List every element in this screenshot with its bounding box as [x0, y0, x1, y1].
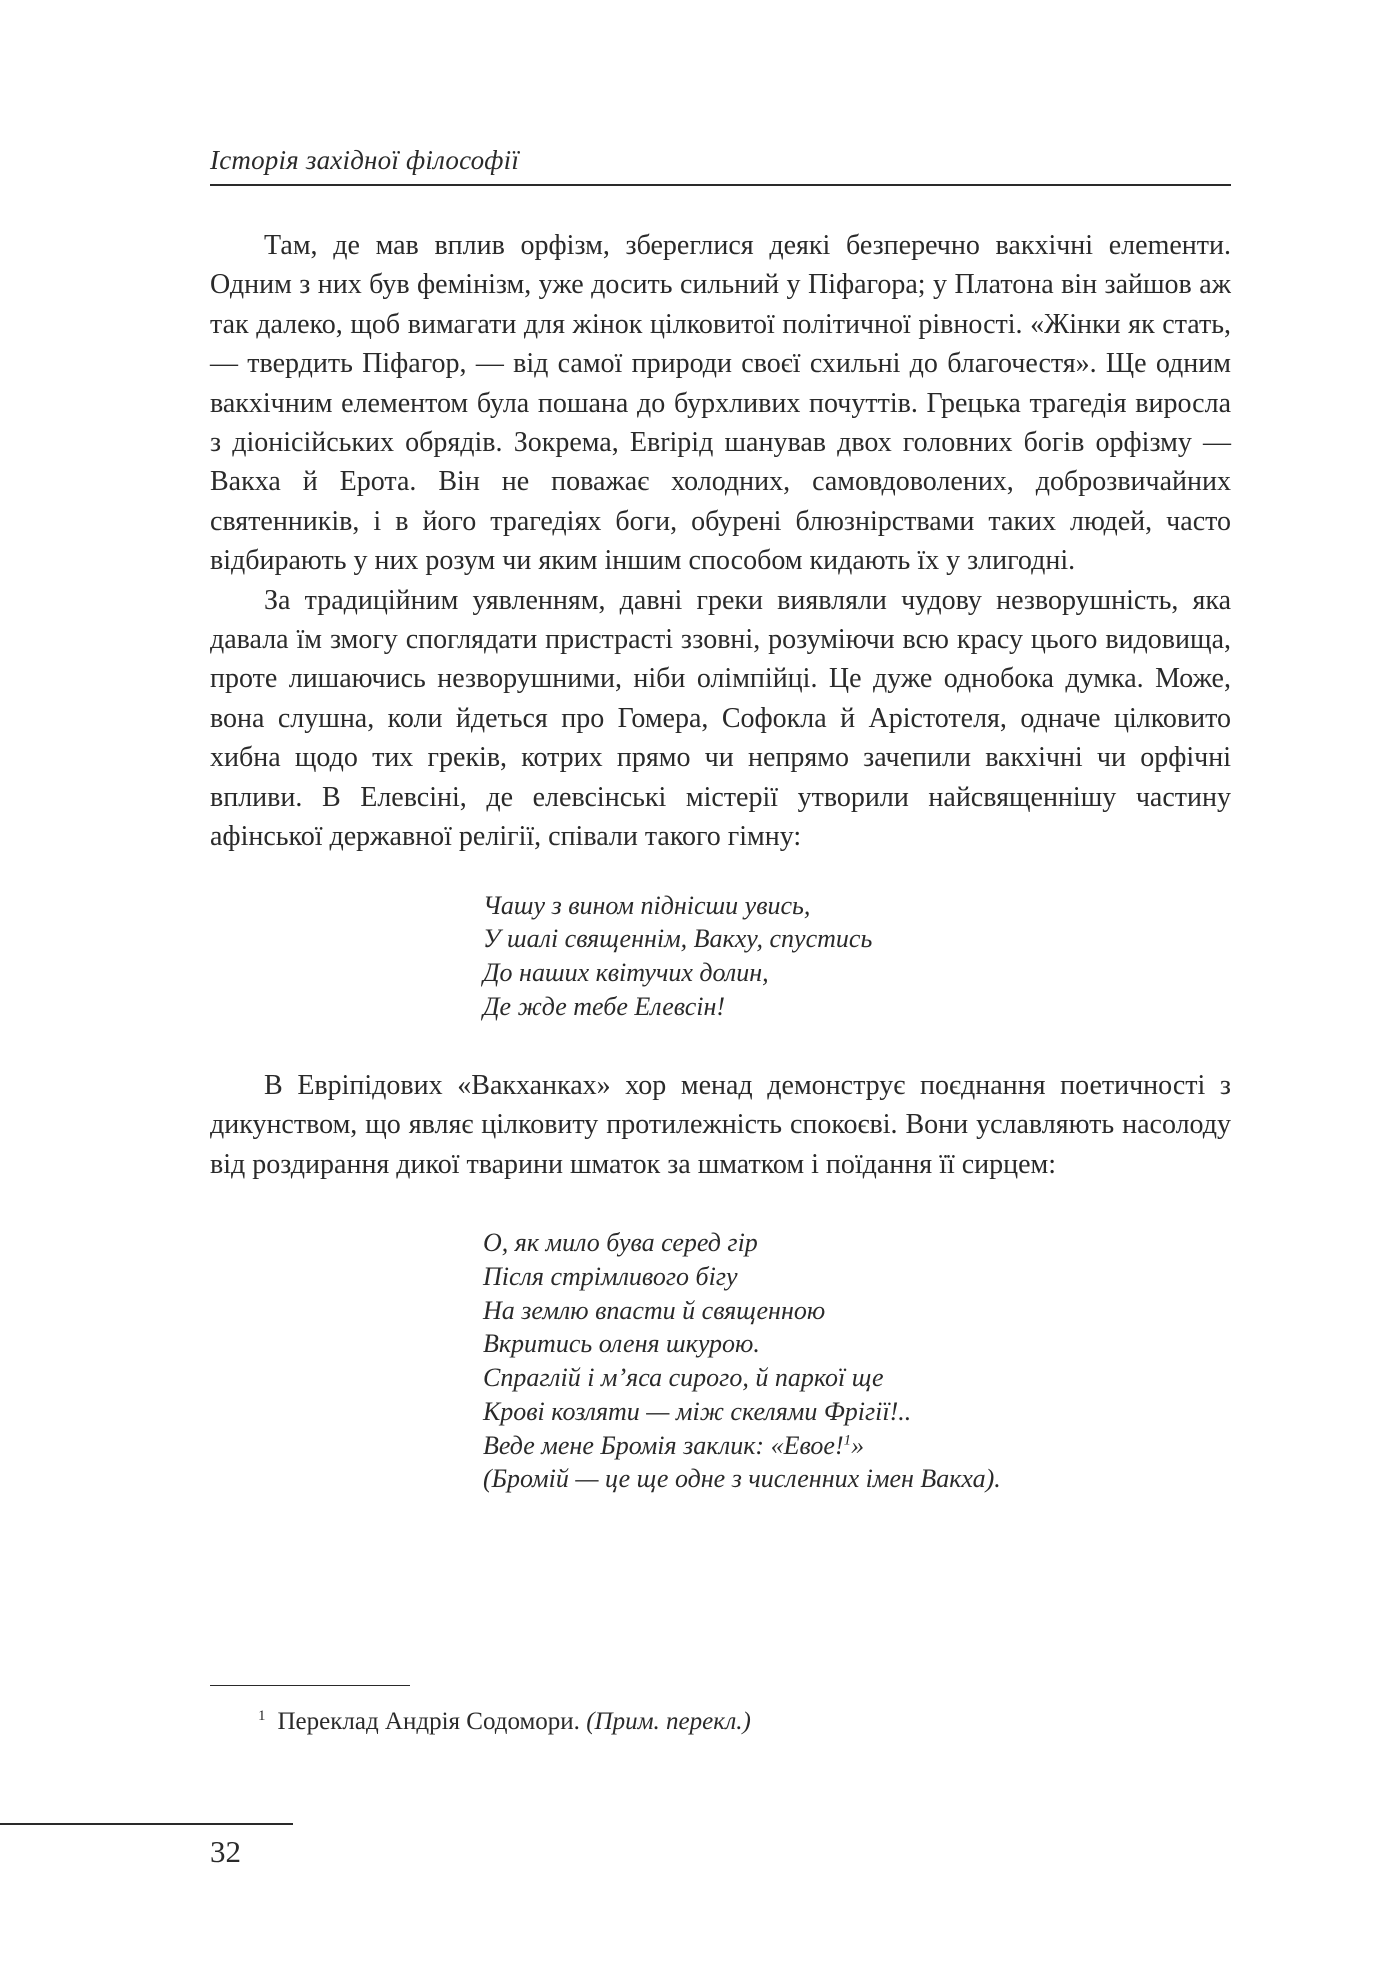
main-text: [210, 226, 1231, 1496]
verse-line: До наших квітучих долин,: [483, 958, 769, 988]
folio-rule: [0, 1823, 293, 1825]
verse-quote: [210, 889, 1231, 1024]
verse-line: Чашу з вином піднісши увись,: [483, 890, 811, 920]
footnote-rule: [210, 1685, 410, 1686]
closing-quote: »: [851, 1430, 865, 1460]
footnote-mark: 1: [258, 1707, 266, 1724]
verse-line: Де жде тебе Елевсін!: [483, 991, 726, 1021]
verse-line: Спраглій і м’яса сирого, й паркої ще: [483, 1363, 884, 1393]
verse-quote: [210, 1226, 1231, 1496]
verse-line: О, як мило бува серед гір: [483, 1227, 758, 1257]
verse-line: На землю впасти й священною: [483, 1295, 826, 1325]
paragraph: За традиційним уявленням, давні греки виявляли чудову незворушність, яка давала їм змогу споглядати пристрасті ззовні, розуміючи всю красу цього видовища, проте лишаючись незворушними, ніби олімпійці. Це дуже однобока думка. Може, вона слушна, коли йдеться про Гомера, Софокла й Арістотеля, одначе цілковито хибна щодо тих греків, котрих прямо чи непрямо зачепили вакхічні чи орфічні впливи. В Елевсіні, де елевсінські містерії утворили найсвященнішу частину афінської державної релігії, співали такого гімну:: [210, 584, 1231, 853]
verse-line: (Бромій — це ще одне з численних імен Вакха).: [483, 1464, 1001, 1494]
header-rule: [210, 184, 1231, 186]
verse-line-text: Веде мене Бромія заклик: «Евое!: [483, 1430, 844, 1460]
verse-line: [483, 1429, 1231, 1463]
verse-line: У шалі священнім, Вакху, спустись: [483, 924, 873, 954]
footnote-note: (Прим. перекл.): [586, 1708, 751, 1735]
verse-line: Крові козляти — між скелями Фрігії!..: [483, 1396, 912, 1426]
page-number: 32: [210, 1834, 241, 1869]
verse-line: Після стрімливого бігу: [483, 1261, 738, 1291]
paragraph: В Евріпідових «Вакханках» хор менад демонструє поєднання поетичності з дикунством, що являє цілковиту протилежність спокоєві. Вони уславляють насолоду від роздирання дикої тварини шматок за шматком і поїдання її сирцем:: [210, 1069, 1231, 1180]
verse-line: Вкритись оленя шкурою.: [483, 1329, 760, 1359]
footnote-reference[interactable]: 1: [843, 1432, 852, 1449]
running-title: Історія західної філософії: [210, 145, 520, 175]
footnote-text: Переклад Андрія Содомори.: [277, 1708, 580, 1735]
footnote: [258, 1706, 751, 1738]
paragraph: Там, де мав вплив орфізм, збереглися деякі безперечно вакхічні елеmенти. Одним з них був фемінізм, уже досить сильний у Піфагора; у Платона він зайшов аж так далеко, щоб вимагати для жінок цілковитої політичної рівності. «Жінки як стать, — твердить Піфагор, — від самої природи своєї схильні до благочестя». Ще одним вакхічним елементом була пошана до бурхливих почуттів. Грецька трагедія виросла з діонісійських обрядів. Зокрема, Евripід шанував двох головних богів орфізму — Вакха й Ерота. Він не поважає холодних, самовдоволених, доброзвичайних святенників, і в його трагедіях боги, обурені блюзнірствами таких людей, часто відбирають у них розум чи яким іншим способом кидають їх у злигодні.: [210, 230, 1231, 577]
